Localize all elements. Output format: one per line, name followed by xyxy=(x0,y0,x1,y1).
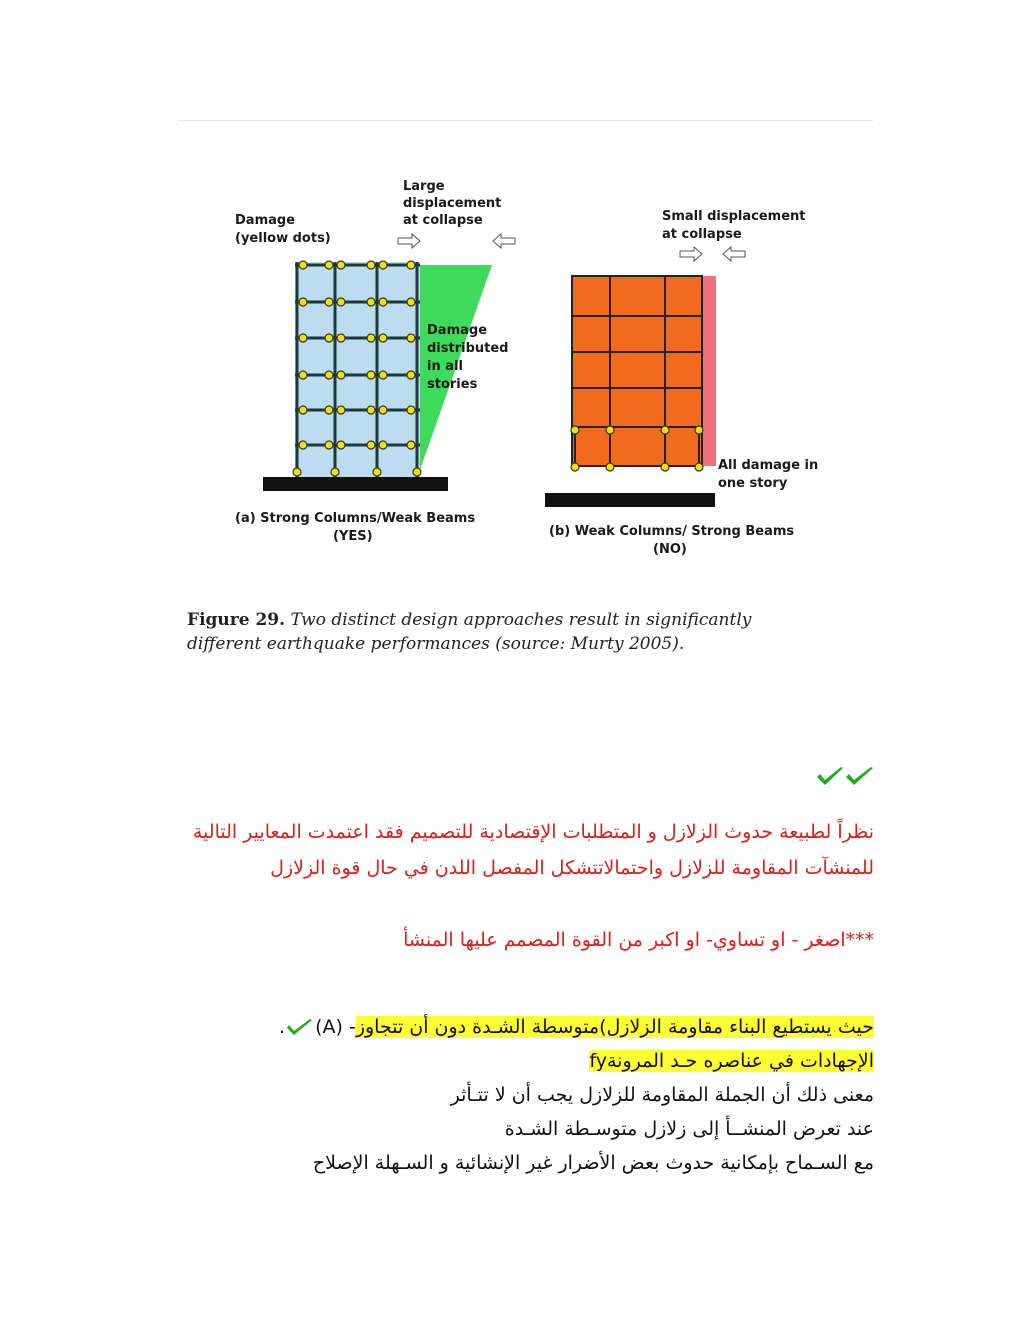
label-dist-1: Damage xyxy=(427,323,488,338)
line-a-highlight: حيث يستطيع البناء مقاومة الزلازل)متوسطة الشـدة دون أن تتجاوز xyxy=(355,1016,874,1038)
page-top-rule xyxy=(178,120,873,121)
line-e: مع السـماح بإمكانية حدوث بعض الأضرار غير الإنشائية و السـهلة الإصلاح xyxy=(312,1152,874,1174)
paragraph-force-comparison: ***اصغر - او تساوي- او اكبر من القوة المصمم عليها المنشأ xyxy=(403,929,874,951)
right-ground xyxy=(545,493,715,507)
line-b-highlight: الإجهادات في عناصره حـد المرونةfy xyxy=(589,1050,874,1072)
left-subcaption: (a) Strong Columns/Weak Beams xyxy=(235,511,476,526)
label-dist-2: distributed xyxy=(427,341,509,356)
label-yellow-dots: (yellow dots) xyxy=(235,231,331,246)
figure-caption-text-2: different earthquake performances (source: Murty 2005). xyxy=(187,634,685,654)
right-building xyxy=(545,247,745,507)
left-subcaption-yes: (YES) xyxy=(333,529,373,544)
label-at-collapse: at collapse xyxy=(403,213,483,228)
figure-caption-label: Figure 29. xyxy=(187,610,286,630)
line-b xyxy=(134,1044,874,1078)
left-ground xyxy=(263,477,448,491)
label-small-displacement: Small displacement xyxy=(662,209,806,224)
figure-caption xyxy=(187,608,827,656)
line-d: عند تعرض المنشــأ إلى زلازل متوسـطة الشـدة xyxy=(504,1118,874,1140)
line-a xyxy=(134,1010,874,1044)
line-a-dash: - (A) xyxy=(315,1016,356,1038)
figure-29-diagram xyxy=(205,170,845,570)
label-large: Large xyxy=(403,179,445,194)
label-one-story: one story xyxy=(718,476,788,491)
label-dist-4: stories xyxy=(427,377,478,392)
label-damage: Damage xyxy=(235,213,296,228)
figure-caption-text-1: Two distinct design approaches result in significantly xyxy=(290,610,752,630)
line-c: معنى ذلك أن الجملة المقاومة للزلازل يجب أن لا تتـأثر xyxy=(450,1084,874,1106)
label-at-collapse-right: at collapse xyxy=(662,227,742,242)
check-icon xyxy=(285,1018,315,1038)
double-check-icon xyxy=(815,765,875,789)
pink-strip xyxy=(702,276,716,466)
line-a-prefix: . xyxy=(279,1016,286,1038)
right-subcaption: (b) Weak Columns/ Strong Beams xyxy=(549,524,795,539)
label-displacement: displacement xyxy=(403,196,502,211)
paragraph-earthquake-criteria: نظراً لطبيعة حدوث الزلازل و المتطلبات الإقتصادية للتصميم فقد اعتمدت المعايير التالية للمنشآت المقاومة للزلازل واحتمالاتتشكل المفصل اللدن في حال قوة الزلازل xyxy=(192,821,874,879)
right-subcaption-no: (NO) xyxy=(653,542,687,557)
label-all-damage: All damage in xyxy=(718,458,819,473)
label-dist-3: in all xyxy=(427,359,463,374)
left-building xyxy=(263,234,515,491)
